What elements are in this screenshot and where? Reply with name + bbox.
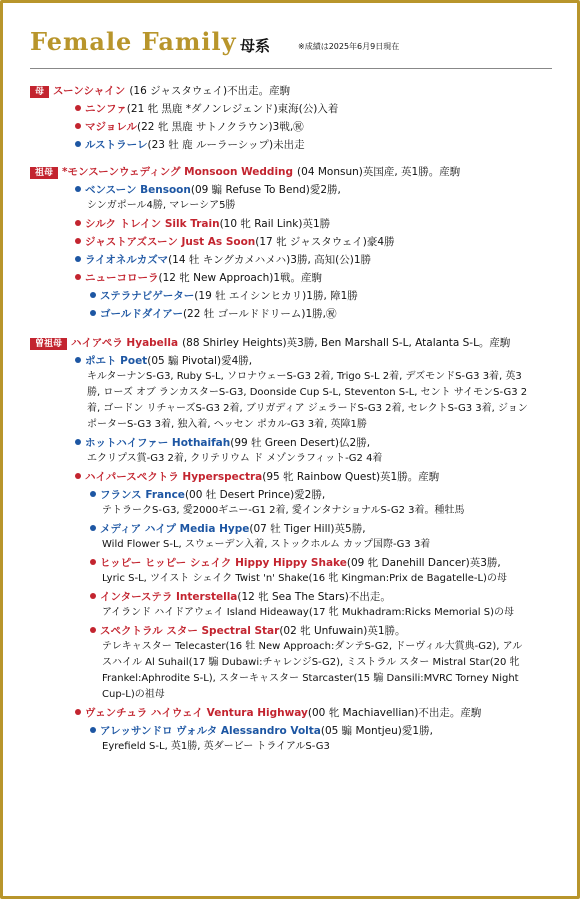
offspring-info: (17 牝 ジャスタウェイ)豪4勝 — [255, 236, 395, 248]
offspring-info: (12 牝 New Approach)1戦。産駒 — [158, 272, 323, 284]
offspring-item — [75, 120, 555, 135]
offspring-info: (23 牡 鹿 ルーラーシップ)未出走 — [147, 139, 305, 151]
offspring-info: (12 牝 Sea The Stars)不出走。 — [237, 591, 391, 603]
bullet-icon — [90, 559, 96, 565]
offspring-item — [75, 217, 555, 232]
generation-section — [30, 336, 555, 755]
offspring-info: (10 牝 Rail Link)英1勝 — [219, 218, 331, 230]
bullet-icon — [90, 491, 96, 497]
offspring-name: ライオネルカズマ — [85, 254, 169, 266]
offspring-info: (21 牝 黒鹿 *ダノンレジェンド)東海(公)入着 — [126, 103, 339, 115]
offspring-item — [75, 253, 555, 268]
generation-header — [30, 165, 555, 180]
bullet-icon — [75, 256, 81, 262]
offspring-name: シルク トレイン Silk Train — [85, 218, 220, 230]
bullet-icon — [75, 123, 81, 129]
offspring-info: (00 牡 Desert Prince)愛2勝, — [184, 489, 326, 501]
offspring-info: (95 牝 Rainbow Quest)英1勝。産駒 — [262, 471, 440, 483]
bullet-icon — [90, 292, 96, 298]
offspring-info: (19 牡 エイシンヒカリ)1勝, 障1勝 — [194, 290, 358, 302]
generation-badge: 祖母 — [30, 167, 58, 179]
offspring-item — [90, 556, 555, 587]
offspring-item — [75, 183, 555, 214]
bullet-icon — [90, 627, 96, 633]
offspring-item — [75, 706, 555, 721]
offspring-name: ゴールドダイアー — [100, 308, 183, 320]
offspring-info: (14 牡 キングカメハメハ)3勝, 高知(公)1勝 — [168, 254, 371, 266]
offspring-name: ステラナビゲーター — [100, 290, 195, 302]
offspring-item — [90, 488, 555, 519]
dam-name: *モンスーンウェディング Monsoon Wedding — [62, 166, 294, 178]
generation-section — [30, 84, 555, 153]
bullet-icon — [90, 310, 96, 316]
offspring-name: インターステラ Interstella — [100, 591, 238, 603]
generation-section — [30, 165, 555, 322]
offspring-record: Wild Flower S-L, スウェーデン入着, ストックホルム カップ国際-G3 3着 — [102, 539, 431, 550]
generation-header — [30, 84, 555, 99]
bullet-icon — [75, 274, 81, 280]
generation-badge: 曽祖母 — [30, 338, 67, 350]
offspring-item — [75, 470, 555, 485]
offspring-name: ハイパースペクトラ Hyperspectra — [85, 471, 263, 483]
offspring-item — [75, 102, 555, 117]
offspring-item — [75, 354, 555, 433]
offspring-info: (22 牡 ゴールドドリーム)1勝,㊗ — [182, 308, 337, 320]
bullet-icon — [75, 709, 81, 715]
offspring-name: ヴェンチュラ ハイウェイ Ventura Highway — [85, 707, 308, 719]
offspring-record: エクリプス賞-G3 2着, クリテリウム ド メゾンラフィット-G2 4着 — [87, 453, 383, 464]
bullet-icon — [90, 525, 96, 531]
offspring-name: ルストラーレ — [85, 139, 148, 151]
offspring-item — [90, 522, 555, 553]
offspring-record: キルターナンS-G3, Ruby S-L, ソロナウェーS-G3 2着, Trigo S-L 2着, デズモンドS-G3 3着, 英3勝, ローズ オブ ランカスターS-G3, Doonside Cup S-L, Steventon S-L, セント サイモンS-G3 2着, ゴードン リチャーズS-G3 2着, ブリガディア ジェラードS-G3 2着, セレクトS-G3 3着, ジョン ポーターS-G3 3着, 独入着, ヘッセン ポカル-G3 3着, 英障1勝 — [87, 371, 528, 430]
offspring-record: テレキャスター Telecaster(16 牡 New Approach:ダンテS-G2, ドーヴィル大賞典-G2), アル スハイル Al Suhail(17 騸 Dubawi:チャレンジS-G2), ミストラル スター Mistral Star(20 牝 Frankel:Aphrodite S-L), スターキャスター Starcaster(15 騸 Dansili:MVRC Torney Night Cup-L)の祖母 — [102, 641, 523, 700]
offspring-name: マジョレル — [85, 121, 138, 133]
offspring-record: アイランド ハイドアウェイ Island Hideaway(17 牝 Mukhadram:Ricks Memorial S)の母 — [102, 607, 515, 618]
dam-info: (16 ジャスタウェイ)不出走。産駒 — [129, 85, 291, 97]
offspring-name: ジャストアズスーン Just As Soon — [85, 236, 256, 248]
bullet-icon — [75, 141, 81, 147]
dam-info: (88 Shirley Heights)英3勝, Ben Marshall S-L, Atalanta S-L。産駒 — [182, 337, 511, 349]
date-note: ※成績は2025年6月9日現在 — [298, 42, 400, 51]
dam-info: (04 Monsun)英国産, 英1勝。産駒 — [297, 166, 461, 178]
offspring-record: Lyric S-L, ツイスト シェイク Twist 'n' Shake(16 牝 Kingman:Prix de Bagatelle-L)の母 — [102, 573, 507, 584]
dam-name: ハイアペラ Hyabella — [71, 337, 179, 349]
bullet-icon — [90, 727, 96, 733]
header-divider — [30, 68, 552, 69]
offspring-name: ヒッピー ヒッピー シェイク Hippy Hippy Shake — [100, 557, 347, 569]
offspring-record: Eyrefield S-L, 英1勝, 英ダービー トライアルS-G3 — [102, 741, 330, 752]
offspring-item — [90, 624, 555, 703]
offspring-name: アレッサンドロ ヴォルタ Alessandro Volta — [100, 725, 321, 737]
offspring-item — [90, 289, 555, 304]
offspring-name: メディア ハイプ Media Hype — [100, 523, 250, 535]
offspring-name: スペクトラル スター Spectral Star — [100, 625, 280, 637]
offspring-record: テトラークS-G3, 愛2000ギニー-G1 2着, 愛インタナショナルS-G2 3着。種牡馬 — [102, 505, 465, 516]
page-title-jp: 母系 — [240, 37, 271, 55]
bullet-icon — [75, 186, 81, 192]
bullet-icon — [75, 238, 81, 244]
offspring-record: シンガポール4勝, マレーシア5勝 — [87, 200, 236, 211]
bullet-icon — [75, 220, 81, 226]
offspring-info: (05 騸 Montjeu)愛1勝, — [320, 725, 433, 737]
offspring-info: (99 牡 Green Desert)仏2勝, — [230, 437, 371, 449]
offspring-name: ニューコローラ — [85, 272, 159, 284]
offspring-info: (09 牝 Danehill Dancer)英3勝, — [346, 557, 501, 569]
bullet-icon — [75, 105, 81, 111]
offspring-info: (00 牝 Machiavellian)不出走。産駒 — [307, 707, 482, 719]
offspring-item — [75, 436, 555, 467]
offspring-name: フランス France — [100, 489, 185, 501]
bullet-icon — [75, 357, 81, 363]
offspring-info: (07 牡 Tiger Hill)英5勝, — [249, 523, 366, 535]
page-title: Female Family — [30, 27, 237, 56]
header — [30, 27, 400, 56]
offspring-item — [90, 307, 555, 322]
offspring-item — [90, 724, 555, 755]
offspring-name: ニンファ — [85, 103, 127, 115]
bullet-icon — [75, 473, 81, 479]
family-content — [30, 84, 555, 763]
offspring-info: (02 牝 Unfuwain)英1勝。 — [279, 625, 406, 637]
offspring-item — [75, 271, 555, 286]
generation-header — [30, 336, 555, 351]
offspring-info: (09 騸 Refuse To Bend)愛2勝, — [190, 184, 341, 196]
offspring-name: ベンスーン Bensoon — [85, 184, 191, 196]
offspring-item — [75, 138, 555, 153]
bullet-icon — [90, 593, 96, 599]
offspring-name: ポエト Poet — [85, 355, 148, 367]
offspring-item — [75, 235, 555, 250]
dam-name: スーンシャイン — [53, 85, 126, 97]
offspring-name: ホットハイファー Hothaifah — [85, 437, 231, 449]
offspring-item — [90, 590, 555, 621]
offspring-info: (22 牝 黒鹿 サトノクラウン)3戦,㊗ — [137, 121, 304, 133]
offspring-info: (05 騸 Pivotal)愛4勝, — [147, 355, 253, 367]
generation-badge: 母 — [30, 86, 49, 98]
bullet-icon — [75, 439, 81, 445]
